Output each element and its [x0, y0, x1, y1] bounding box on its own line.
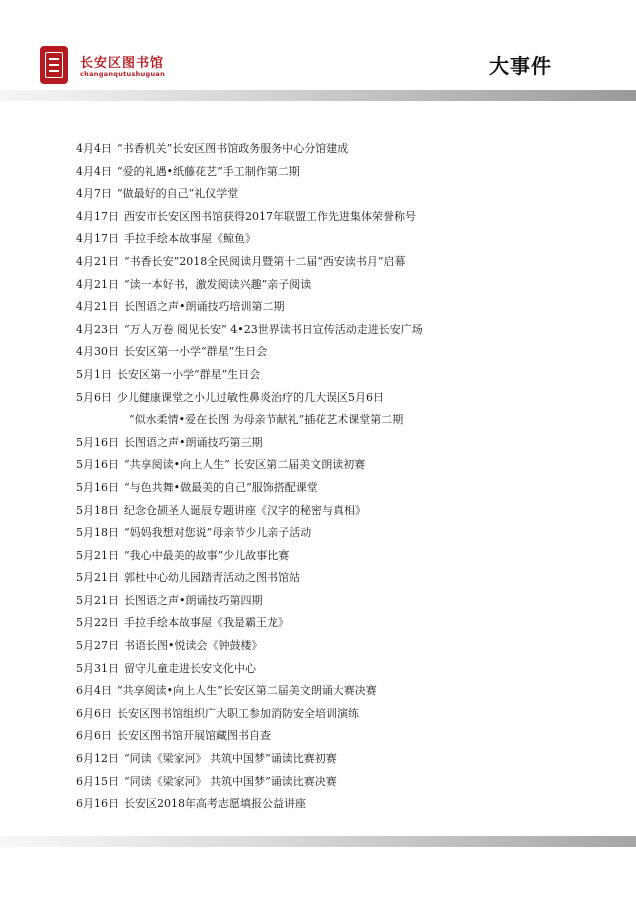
event-title: “与色共舞•做最美的自己”服饰搭配课堂 — [124, 480, 318, 494]
event-row — [76, 635, 616, 658]
event-title: 纪念仓颉圣人诞辰专题讲座《汉字的秘密与真相》 — [124, 503, 366, 517]
event-date: 6月4日 — [76, 684, 112, 698]
event-title: 手拉手绘本故事屋《鲸鱼》 — [124, 232, 256, 246]
event-date: 4月4日 — [76, 142, 112, 155]
event-date: 6月6日 — [76, 729, 112, 743]
event-row — [76, 228, 616, 251]
event-date: 5月31日 — [76, 661, 119, 675]
event-title: 西安市长安区图书馆获得2017年联盟工作先进集体荣誉称号 — [124, 209, 416, 223]
event-date: 4月21日 — [76, 277, 119, 291]
event-date: 4月17日 — [76, 209, 119, 223]
event-title: 长图语之声•朗诵技巧第四期 — [124, 593, 263, 607]
event-title: “似水柔情•爱在长图 为母亲节献礼”插花艺术课堂第二期 — [129, 413, 404, 427]
event-date: 6月6日 — [76, 706, 112, 720]
event-row — [76, 545, 616, 568]
event-title: 手拉手绘本故事屋《我是霸王龙》 — [124, 616, 289, 630]
event-row — [76, 454, 616, 477]
event-title: 留守儿童走进长安文化中心 — [124, 661, 256, 675]
event-title: “共享阅读•向上人生” 长安区第二届美文朗读初赛 — [124, 458, 366, 472]
event-row — [76, 771, 616, 794]
event-title: “读一本好书，激发阅读兴趣”亲子阅读 — [124, 277, 312, 291]
event-title: 长安区图书馆开展馆藏图书自查 — [117, 729, 271, 743]
event-title: “书香长安”2018全民阅读月暨第十二届“西安读书月”启幕 — [124, 254, 406, 268]
event-row — [76, 138, 616, 161]
event-date: 5月18日 — [76, 526, 119, 540]
event-row — [76, 274, 616, 297]
event-row — [76, 409, 616, 432]
event-title: “做最好的自己”礼仪学堂 — [117, 187, 239, 201]
event-date: 5月22日 — [76, 616, 119, 630]
event-row — [76, 206, 616, 229]
footer-divider-band — [0, 836, 636, 847]
event-title: 少儿健康课堂之小儿过敏性鼻炎治疗的几大误区5月6日 — [117, 390, 384, 404]
event-date: 5月21日 — [76, 571, 119, 585]
event-title: “妈妈我想对您说”母亲节少儿亲子活动 — [124, 526, 312, 540]
event-row — [76, 703, 616, 726]
event-date: 5月1日 — [76, 367, 112, 381]
library-seal-logo-icon — [40, 46, 68, 84]
event-row — [76, 296, 616, 319]
event-date: 6月16日 — [76, 797, 119, 811]
event-date: 4月21日 — [76, 300, 119, 314]
event-date: 5月18日 — [76, 503, 119, 517]
event-title: 长安区第一小学“群星”生日会 — [117, 367, 261, 381]
event-title: “同读《梁家河》 共筑中国梦”诵读比赛初赛 — [124, 752, 337, 766]
event-list — [76, 138, 616, 816]
event-row — [76, 477, 616, 500]
event-date: 5月16日 — [76, 458, 119, 472]
event-row — [76, 725, 616, 748]
event-row — [76, 567, 616, 590]
event-date: 4月30日 — [76, 345, 119, 359]
event-row — [76, 387, 616, 410]
event-row — [76, 319, 616, 342]
event-date: 5月21日 — [76, 548, 119, 562]
event-date: 5月6日 — [76, 390, 112, 404]
event-row — [76, 432, 616, 455]
event-title: “万人万卷 阅见长安” 4•23世界读书日宣传活动走进长安广场 — [124, 322, 423, 336]
event-title: 书语长图•悦读会《钟鼓楼》 — [124, 639, 263, 653]
library-name: 长安区图书馆 — [80, 56, 165, 71]
event-title: “爱的礼遇•纸藤花艺”手工制作第二期 — [117, 164, 300, 178]
event-title: “共享阅读•向上人生”长安区第二届美文朗诵大赛决赛 — [117, 684, 377, 698]
event-title: 长图语之声•朗诵技巧第三期 — [124, 435, 263, 449]
event-row — [76, 658, 616, 681]
event-date: 5月16日 — [76, 435, 119, 449]
event-title: “同读《梁家河》 共筑中国梦”诵读比赛决赛 — [124, 774, 337, 788]
library-name-pinyin: changanqutushuguan — [80, 70, 165, 78]
header-divider-band — [0, 90, 636, 101]
event-date: 4月21日 — [76, 254, 119, 268]
event-title: 长安区2018年高考志愿填报公益讲座 — [124, 797, 306, 811]
event-title: “我心中最美的故事”少儿故事比赛 — [124, 548, 290, 562]
event-date: 4月7日 — [76, 187, 112, 201]
event-title: 郭杜中心幼儿园踏青活动之图书馆站 — [124, 571, 300, 585]
event-row — [76, 341, 616, 364]
event-date: 5月27日 — [76, 639, 119, 653]
event-date: 5月16日 — [76, 480, 119, 494]
event-row — [76, 183, 616, 206]
event-date: 4月4日 — [76, 164, 112, 178]
event-row — [76, 364, 616, 387]
event-date: 6月12日 — [76, 752, 119, 766]
event-date: 6月15日 — [76, 774, 119, 788]
event-row — [76, 748, 616, 771]
event-row — [76, 590, 616, 613]
event-row — [76, 793, 616, 816]
event-title: 长图语之声•朗诵技巧培训第二期 — [124, 300, 285, 314]
event-date: 4月23日 — [76, 322, 119, 336]
event-title: 长安区图书馆组织广大职工参加消防安全培训演练 — [117, 706, 359, 720]
event-title: 长安区第一小学“群星”生日会 — [124, 345, 268, 359]
event-date: 4月17日 — [76, 232, 119, 246]
event-row — [76, 251, 616, 274]
event-title: “书香机关”长安区图书馆政务服务中心分馆建成 — [117, 142, 349, 155]
event-row — [76, 161, 616, 184]
page-title: 大事件 — [489, 54, 552, 78]
event-row — [76, 680, 616, 703]
event-row — [76, 612, 616, 635]
event-row — [76, 522, 616, 545]
event-row — [76, 500, 616, 523]
event-date: 5月21日 — [76, 593, 119, 607]
